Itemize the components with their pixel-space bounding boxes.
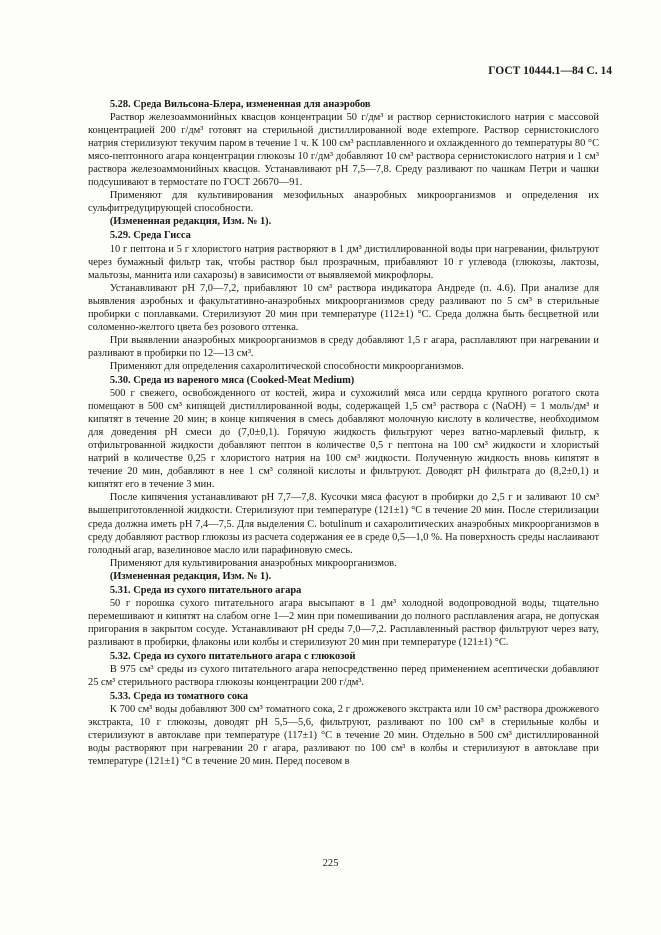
paragraph: При выявлении анаэробных микроорганизмов в среду добавляют 1,5 г агара, расплавляют при нагревании и разливают в пробирки по 12—13 см³. [88, 334, 599, 359]
section-heading: 5.32. Среда из сухого питательного агара с глюкозой [109, 650, 356, 662]
section-heading: 5.33. Среда из томатного сока [109, 691, 249, 703]
document-body [88, 97, 599, 768]
paragraph: Применяют для культивирования мезофильных анаэробных микроорганизмов и определения их сульфитредуцирующей способности. [88, 190, 599, 215]
section-heading: 5.29. Среда Гисса [109, 230, 191, 242]
paragraph: В 975 см³ среды из сухого питательного агара непосредственно перед применением асептически добавляют 25 см³ стерильного раствора глюкозы концентрации 200 г/дм³. [88, 664, 599, 689]
revision-note: (Измененная редакция, Изм. № 1). [109, 570, 272, 582]
section-heading: 5.30. Среда из вареного мяса (Cooked-Meat Medium) [109, 374, 355, 386]
paragraph: Устанавливают pH 7,0—7,2, прибавляют 10 см³ раствора индикатора Андреде (п. 4.6). При анализе для выявления аэробных и факультативно-анаэробных микроорганизмов среду разливают по 5 см³ в стерильные пробирки с поплавками. Стерилизуют 20 мин при температуре (112±1) °С. Среда должна быть бесцветной или соломенно-желтого цвета без розового оттенка. [88, 282, 599, 333]
paragraph: 50 г порошка сухого питательного агара высыпают в 1 дм³ холодной водопроводной воды, тщательно перемешивают и кипятят на слабом огне 1—2 мин при помешивании до полного расплавления агара, не допуская пригорания в закрытом сосуде. Устанавливают pH среды 7,0—7,2. Расплавленный раствор фильтруют через вату, разливают в пробирки, флаконы или колбы и стерилизуют 20 мин при температуре (121±1) °С. [88, 597, 599, 648]
paragraph: 500 г свежего, освобожденного от костей, жира и сухожилий мяса или сердца крупного рогатого скота помещают в 500 см³ кипящей дистиллированной воды, содержащей 1,5 см³ раствора с (NaOH) = 1 моль/дм³ и кипятят в течение 20 мин; в конце кипячения в смесь добавляют молочную кислоту в количестве, необходимом для доведения pH смеси до (7,0±0,1). Горячую жидкость фильтруют через ватно-марлевый фильтр, к отфильтрованной жидкости добавляют пептон в количестве 0,5 г пептона на 100 см³ жидкости и хлористый натрий в количестве 0,25 г хлористого натрия на 100 см³ жидкости. Полученную жидкость вновь кипятят в течение 20 мин, добавляют в нее 1 см³ соляной кислоты и фильтруют. Доводят pH фильтрата до (8,2±0,1) и кипятят его в течение 3 мин. [88, 388, 599, 491]
paragraph: Применяют для культивирования анаэробных микроорганизмов. [109, 557, 397, 569]
section-heading: 5.31. Среда из сухого питательного агара [109, 584, 302, 596]
page-header: ГОСТ 10444.1—84 С. 14 [488, 65, 612, 77]
paragraph: После кипячения устанавливают pH 7,7—7,8. Кусочки мяса фасуют в пробирки до 2,5 г и заливают 10 см³ вышеприготовленной жидкости. Стерилизуют при температуре (121±1) °С в течение 20 мин. После стерилизации среда должна иметь pH 7,4—7,5. Для выделения C. botulinum и сахаролитических анаэробных микроорганизмов в среду добавляют раствор глюкозы из расчета содержания ее в среде 0,5—1,0 %. На поверхность среды наслаивают голодный агар, вазелиновое масло или парафиновую смесь. [88, 492, 599, 556]
paragraph: Применяют для определения сахаролитической способности микроорганизмов. [109, 360, 464, 372]
revision-note: (Измененная редакция, Изм. № 1). [109, 216, 272, 228]
paragraph: 10 г пептона и 5 г хлористого натрия растворяют в 1 дм³ дистиллированной воды при нагревании, фильтруют через бумажный фильтр так, чтобы раствор был прозрачным, прибавляют 10 г углевода (глюкозы, лактозы, мальтозы, маннита или сахарозы) в зависимости от выявляемой микрофлоры. [88, 243, 599, 281]
paragraph: К 700 см³ воды добавляют 300 см³ томатного сока, 2 г дрожжевого экстракта или 10 см³ раствора дрожжевого экстракта, 10 г глюкозы, доводят pH 5,5—5,6, фильтруют, разливают по 100 см³ в стерильные колбы и стерилизуют в автоклаве при температуре (117±1) °С в течение 20 мин. Отдельно в 500 см³ дистиллированной воды растворяют при нагревании 20 г агара, разливают по 100 см³ в колбы и стерилизуют в автоклаве при температуре (121±1) °С в течение 20 мин. Перед посевом в [88, 704, 599, 768]
section-heading: 5.28. Среда Вильсона-Блера, измененная для анаэробов [109, 99, 371, 110]
page-number: 225 [322, 858, 339, 869]
paragraph: Раствор железоаммонийных квасцов концентрации 50 г/дм³ и раствор сернистокислого натрия с массовой концентрацией 200 г/дм³ готовят на стерильной дистиллированной воде extempore. Раствор сернистокислого натрия стерилизуют текучим паром в течение 1 ч. К 100 см³ расплавленного и охлажденного до температуры 80 °С мясо-пептонного агара концентрации глюкозы 10 г/дм³ добавляют 10 см³ раствора сернистокислого натрия и 1 см³ раствора железоаммонийных квасцов. Устанавливают pH 7,5—7,8. Среду разливают по чашкам Петри и чашки подсушивают в термостате по ГОСТ 26670—91. [88, 112, 599, 189]
